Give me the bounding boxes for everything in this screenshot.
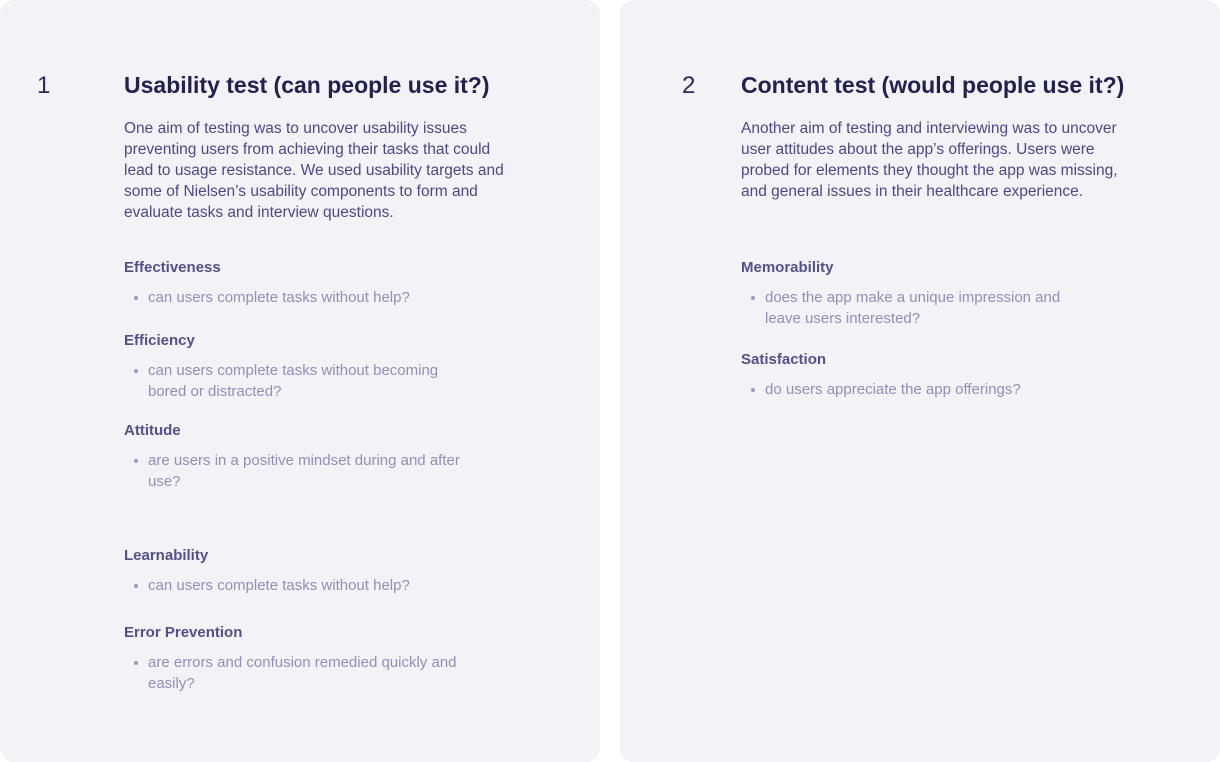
- group-title-memorability: Memorability: [741, 259, 834, 276]
- bullet-text: are errors and confusion remedied quickly and easily?: [148, 654, 457, 692]
- usability-test-card: [0, 0, 600, 762]
- bullet-text: can users complete tasks without help?: [148, 577, 410, 594]
- group-title-learnability: Learnability: [124, 547, 209, 564]
- section-number: 1: [37, 72, 51, 99]
- bullet-text: are users in a positive mindset during and after use?: [148, 452, 460, 490]
- bullet-item: [134, 450, 464, 492]
- bullet-item: [751, 379, 1081, 400]
- bullet-dot-icon: [751, 296, 755, 300]
- section-description: Another aim of testing and interviewing was to uncover user attitudes about the app’s offerings. Users were probed for elements they thought the app was missing, and general issues in their healthcare experience.: [741, 120, 1118, 200]
- bullet-dot-icon: [751, 388, 755, 392]
- bullet-text: can users complete tasks without help?: [148, 289, 410, 306]
- bullet-item: [134, 652, 464, 694]
- bullet-text: can users complete tasks without becoming bored or distracted?: [148, 362, 439, 400]
- bullet-item: [134, 575, 464, 596]
- bullet-item: [134, 360, 464, 402]
- section-number: 2: [682, 72, 696, 99]
- group-title-attitude: Attitude: [124, 422, 181, 439]
- bullet-dot-icon: [134, 584, 138, 588]
- bullet-text: do users appreciate the app offerings?: [765, 381, 1021, 398]
- group-title-error-prevention: Error Prevention: [124, 624, 243, 641]
- bullet-dot-icon: [134, 661, 138, 665]
- bullet-dot-icon: [134, 369, 138, 373]
- content-test-card: [620, 0, 1220, 762]
- group-title-effectiveness: Effectiveness: [124, 259, 221, 276]
- bullet-item: [134, 287, 464, 308]
- section-title: Usability test (can people use it?): [124, 72, 490, 98]
- section-content: [741, 70, 1126, 202]
- bullet-text: does the app make a unique impression and leave users interested?: [765, 289, 1061, 327]
- group-title-satisfaction: Satisfaction: [741, 351, 827, 368]
- section-content: [124, 70, 514, 223]
- group-title-efficiency: Efficiency: [124, 332, 195, 349]
- section-description: One aim of testing was to uncover usability issues preventing users from achieving their tasks that could lead to usage resistance. We used usability targets and some of Nielsen’s usability components to form and evaluate tasks and interview questions.: [124, 120, 504, 221]
- bullet-dot-icon: [134, 296, 138, 300]
- section-title: Content test (would people use it?): [741, 72, 1125, 98]
- bullet-item: [751, 287, 1081, 329]
- bullet-dot-icon: [134, 459, 138, 463]
